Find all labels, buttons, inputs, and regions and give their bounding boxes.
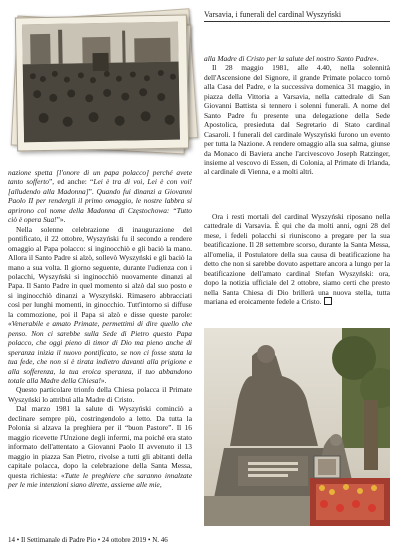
vintage-photo-stack xyxy=(10,8,196,158)
paragraph: Ora i resti mortali del cardinal Wyszyński riposano nella cattedrale di Varsavia. È qui che da molti anni, ogni 28 del mese, i fedeli polacchi si riuniscono a pregare per la sua beatificazione. Il 28 settembre scorso, durante la Santa Messa, all'omelia, il Postulatore della sua causa di beatificazione ha detto che non si sarebbe dovuto aspettare ancora a lungo per la beatificazione dell'amato cardinal Stefan Wyszyński: ora, dopo la notizia ufficiale del 2 ottobre, siamo certi che presto nella Santa Chiesa di Dio brillerà una nuova stella, tutta mariana ed eroicamente fedele a Cristo. xyxy=(204,212,390,307)
header-title: Varsavia, i funerali del cardinal Wyszyński xyxy=(204,10,342,19)
footer-text: 14 • Il Settimanale di Padre Pio • 24 ottobre 2019 • N. 46 xyxy=(8,536,168,544)
paragraph: Il 28 maggio 1981, alle 4.40, nella solennità dell'Ascensione del Signore, il grande Primate polacco tornò alla Casa del Padre, e la successiva domenica 31 maggio, in piazza della Vittoria a Varsavia, nella cattedrale di San Giovanni Battista si tennero i solenni funerali. A nome del Santo Padre fu presente una delegazione della Sede Apostolica, presieduta dal Segretario di Stato cardinal Casaroli. I funerali del cardinale Wyszyński furono un evento per tutta la Nazione. A rendere omaggio alla sua salma, giunse da Monaco di Baviera anche l'arcivescovo Joseph Ratzinger, insieme al vescovo di Essen, di Colonia, al Primate di Irlanda, al cardinale di Vienna, e a molti altri. xyxy=(204,63,390,177)
paragraph: Questo particolare trionfo della Chiesa polacca il Primate Wyszyński lo attribuì alla Madre di Cristo. xyxy=(8,385,192,404)
left-column-text xyxy=(8,168,192,489)
article-header xyxy=(204,10,390,22)
paragraph: Nella solenne celebrazione di inaugurazione del pontificato, il 22 ottobre, Wyszyński fu il secondo a rendere omaggio al Papa polacco: si inginocchiò e gli baciò la mano. Allora il Santo Padre si alzò, sollevò Wyszyński e gli baciò la mano a sua volta. Il giorno seguente, durante l'udienza con i polacchi, Wyszyński si inginocchiò nuovamente dinanzi al Papa. Il Santo Padre in quel momento si alzò dal suo posto e si inginocchiò dinanzi a Wyszyński. Rimasero abbracciati così per lunghi momenti, in ginocchio. Tutt'intorno si diffuse la commozione, poi il Papa si alzò e disse queste parole: «Venerabile e amato Primate, permettimi di dire quello che penso. Non ci sarebbe sulla Sede di Pietro questo Papa polacco, che oggi pieno di timor di Dio ma pieno anche di speranza inizia il nuovo pontificato, se non ci fosse stata la tua fede, che non si è tirata indietro davanti alla prigione e alla sofferenza, la tua eroica speranza, il tuo abbandono totale alla Madre della Chiesa!». xyxy=(8,224,192,385)
cardinal-monument-image xyxy=(204,328,390,526)
end-of-article-mark xyxy=(324,297,332,305)
crowd-photo-image xyxy=(22,22,180,143)
right-column-text-top xyxy=(204,54,390,177)
paragraph: alla Madre di Cristo per la salute del nostro Santo Padre». xyxy=(204,54,379,63)
paragraph: Dal marzo 1981 la salute di Wyszyński cominciò a declinare sempre più, costringendolo a letto. Da tutta la Polonia si alzava la preghiera per il “buon Pastore”. Il 16 maggio ricevette l'Unzione degli infermi, ma poiché era stato informato dell'attentato a Giovanni Paolo II avvenuto il 13 maggio in piazza San Pietro, rivolse a tutti gli abitanti della capitale polacca, dopo la celebrazione della Santa Messa, questa richiesta: «Tutte le preghiere che saranno innalzate per le mie intenzioni siano dirette, assieme alle mie, xyxy=(8,404,193,489)
paragraph: nazione spetta [l'onore di un papa polacco] perché avete tanto sofferto”, ed anche: “Lei è tra di voi, Lei è con voi! [alludendo alla Madonna]”. Quando fui dinanzi a Giovanni Paolo II per rendergli il primo omaggio, le nostre labbra si aprirono col nome della Madonna di Częstochowa: “Tutto ciò è opera Sua!”». xyxy=(8,168,192,225)
page-footer xyxy=(8,536,392,544)
right-column-text-bottom xyxy=(204,212,390,307)
photo-card-front xyxy=(15,15,189,152)
monument-photo xyxy=(204,328,390,526)
